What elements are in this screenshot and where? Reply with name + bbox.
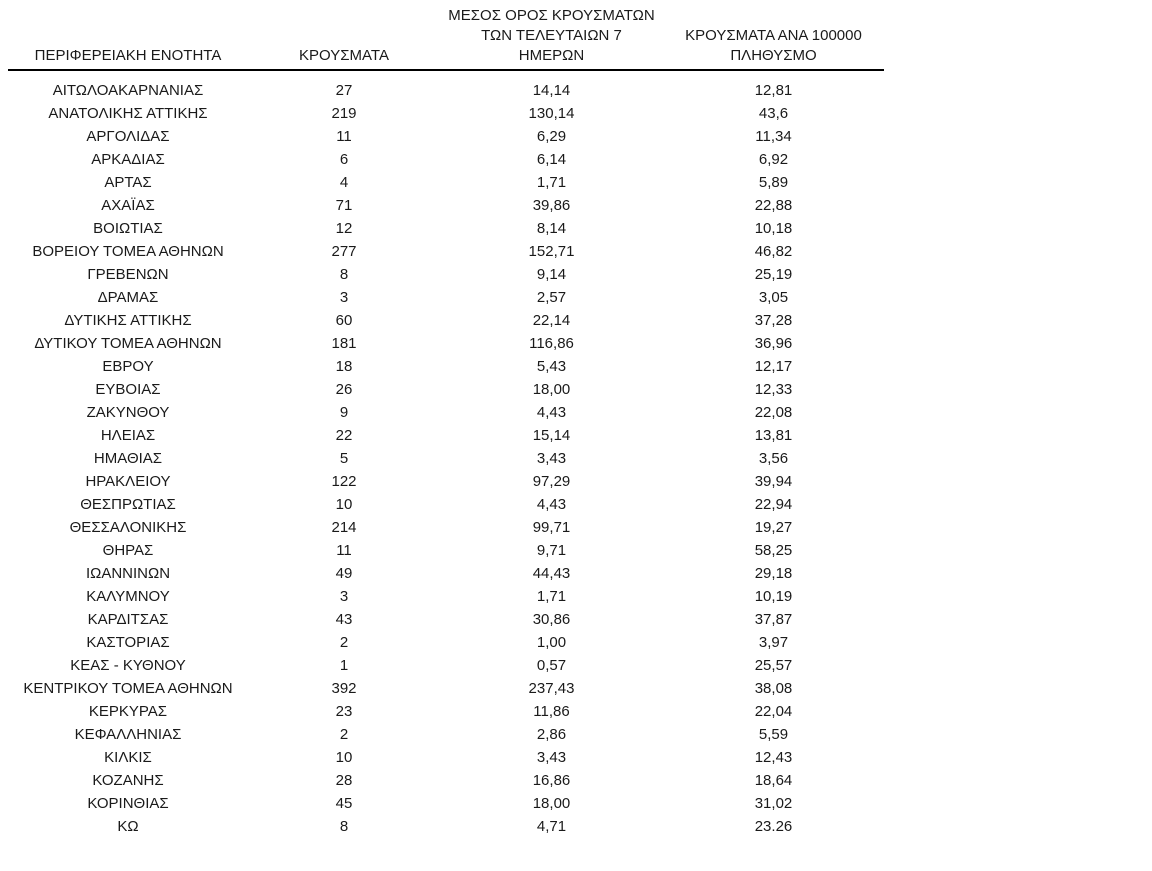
avg7-cell: 18,00: [532, 795, 571, 812]
per100k-cell: 22,88: [754, 197, 793, 214]
region-cell: ΚΟΖΑΝΗΣ: [92, 772, 164, 789]
cases-cell: 392: [331, 680, 357, 697]
avg7-cell: 6,14: [536, 151, 567, 168]
cases-cell: 4: [339, 174, 349, 191]
region-cell: ΗΛΕΙΑΣ: [100, 427, 156, 444]
table-row: [8, 102, 884, 125]
header-cases-label: ΚΡΟΥΣΜΑΤΑ: [299, 47, 389, 64]
per100k-cell: 18,64: [754, 772, 793, 789]
avg7-cell: 116,86: [529, 335, 574, 352]
header-region: [8, 6, 248, 70]
avg7-cell: 4,43: [536, 404, 567, 421]
per100k-cell: 46,82: [754, 243, 793, 260]
region-cell: ΑΝΑΤΟΛΙΚΗΣ ΑΤΤΙΚΗΣ: [48, 105, 208, 122]
table-row: [8, 286, 884, 309]
cases-cell: 45: [335, 795, 353, 812]
region-cell: ΚΕΦΑΛΛΗΝΙΑΣ: [74, 726, 182, 743]
table-row: [8, 539, 884, 562]
per100k-cell: 37,28: [754, 312, 793, 329]
table-row: [8, 424, 884, 447]
per100k-cell: 12,43: [754, 749, 793, 766]
per100k-cell: 3,97: [758, 634, 789, 651]
header-avg7: [440, 6, 663, 70]
avg7-cell: 152,71: [528, 243, 575, 260]
region-cell: ΘΕΣΣΑΛΟΝΙΚΗΣ: [69, 519, 187, 536]
cases-cell: 22: [335, 427, 353, 444]
avg7-cell: 1,71: [536, 588, 567, 605]
cases-cell: 6: [339, 151, 349, 168]
cases-cell: 5: [339, 450, 349, 467]
cases-cell: 10: [335, 496, 353, 513]
cases-cell: 8: [339, 266, 349, 283]
table-row: [8, 378, 884, 401]
cases-cell: 1: [339, 657, 349, 674]
table-row: [8, 608, 884, 631]
avg7-cell: 130,14: [528, 105, 575, 122]
per100k-cell: 58,25: [754, 542, 793, 559]
table-row: [8, 355, 884, 378]
per100k-cell: 10,19: [754, 588, 793, 605]
region-cell: ΚΑΣΤΟΡΙΑΣ: [86, 634, 170, 651]
table-row: [8, 401, 884, 424]
table-row: [8, 240, 884, 263]
table-row: [8, 562, 884, 585]
per100k-cell: 12,81: [754, 82, 793, 99]
region-cell: ΓΡΕΒΕΝΩΝ: [87, 266, 169, 283]
per100k-cell: 12,33: [754, 381, 793, 398]
header-region-label: ΠΕΡΙΦΕΡΕΙΑΚΗ ΕΝΟΤΗΤΑ: [34, 47, 222, 64]
region-cell: ΚΑΡΔΙΤΣΑΣ: [87, 611, 169, 628]
cases-cell: 181: [331, 335, 357, 352]
avg7-cell: 16,86: [532, 772, 571, 789]
cases-cell: 28: [335, 772, 353, 789]
region-cell: ΔΡΑΜΑΣ: [97, 289, 159, 306]
region-cell: ΑΡΚΑΔΙΑΣ: [91, 151, 165, 168]
avg7-cell: 2,86: [536, 726, 567, 743]
table-row: [8, 631, 884, 654]
avg7-cell: 237,43: [528, 680, 575, 697]
region-cell: ΒΟΡΕΙΟΥ ΤΟΜΕΑ ΑΘΗΝΩΝ: [32, 243, 224, 260]
avg7-cell: 6,29: [536, 128, 567, 145]
avg7-cell: 9,14: [536, 266, 567, 283]
avg7-cell: 3,43: [536, 450, 567, 467]
region-cell: ΚΩ: [117, 818, 139, 835]
per100k-cell: 5,59: [758, 726, 789, 743]
table-row: [8, 746, 884, 769]
cases-cell: 23: [335, 703, 353, 720]
per100k-cell: 3,05: [758, 289, 789, 306]
region-cell: ΚΑΛΥΜΝΟΥ: [86, 588, 170, 605]
avg7-cell: 9,71: [536, 542, 567, 559]
cases-cell: 12: [335, 220, 353, 237]
table-header: [8, 6, 884, 70]
region-cell: ΔΥΤΙΚΟΥ ΤΟΜΕΑ ΑΘΗΝΩΝ: [34, 335, 222, 352]
header-cases: [248, 6, 440, 70]
header-per100k: [663, 6, 884, 70]
cases-cell: 27: [335, 82, 353, 99]
table-row: [8, 194, 884, 217]
per100k-cell: 5,89: [758, 174, 789, 191]
cases-cell: 26: [335, 381, 353, 398]
region-cell: ΚΕΡΚΥΡΑΣ: [88, 703, 168, 720]
table-row: [8, 493, 884, 516]
table-row: [8, 171, 884, 194]
per100k-cell: 43,6: [758, 105, 789, 122]
per100k-cell: 10,18: [754, 220, 793, 237]
region-cell: ΑΙΤΩΛΟΑΚΑΡΝΑΝΙΑΣ: [52, 82, 204, 99]
region-cell: ΔΥΤΙΚΗΣ ΑΤΤΙΚΗΣ: [64, 312, 192, 329]
avg7-cell: 44,43: [532, 565, 571, 582]
avg7-cell: 99,71: [532, 519, 571, 536]
avg7-cell: 30,86: [532, 611, 571, 628]
cases-cell: 60: [335, 312, 353, 329]
table-row: [8, 723, 884, 746]
cases-cell: 219: [331, 105, 357, 122]
per100k-cell: 29,18: [754, 565, 793, 582]
per100k-cell: 39,94: [754, 473, 793, 490]
region-cell: ΘΕΣΠΡΩΤΙΑΣ: [80, 496, 176, 513]
region-cell: ΕΥΒΟΙΑΣ: [95, 381, 161, 398]
cases-cell: 2: [339, 634, 349, 651]
per100k-cell: 25,19: [754, 266, 793, 283]
per100k-cell: 31,02: [754, 795, 793, 812]
region-cell: ΑΧΑΪΑΣ: [101, 197, 155, 214]
table-row: [8, 470, 884, 493]
table-row: [8, 654, 884, 677]
cases-cell: 214: [331, 519, 357, 536]
per100k-cell: 36,96: [754, 335, 793, 352]
region-cell: ΚΕΝΤΡΙΚΟΥ ΤΟΜΕΑ ΑΘΗΝΩΝ: [23, 680, 233, 697]
per100k-cell: 12,17: [754, 358, 793, 375]
per100k-cell: 22,94: [754, 496, 793, 513]
per100k-cell: 22,04: [754, 703, 793, 720]
per100k-cell: 37,87: [754, 611, 793, 628]
table-row: [8, 309, 884, 332]
region-cell: ΕΒΡΟΥ: [102, 358, 154, 375]
avg7-cell: 15,14: [532, 427, 571, 444]
region-cell: ΚΙΛΚΙΣ: [104, 749, 152, 766]
cases-cell: 71: [335, 197, 353, 214]
header-avg7-line2: ΤΩΝ ΤΕΛΕΥΤΑΙΩΝ 7: [481, 27, 622, 44]
avg7-cell: 0,57: [536, 657, 567, 674]
cases-cell: 18: [335, 358, 353, 375]
per100k-cell: 23.26: [754, 818, 793, 835]
table-row: [8, 769, 884, 792]
region-cell: ΖΑΚΥΝΘΟΥ: [86, 404, 170, 421]
table-row: [8, 447, 884, 470]
per100k-cell: 11,34: [755, 128, 792, 145]
cases-cell: 49: [335, 565, 353, 582]
region-cell: ΚΕΑΣ - ΚΥΘΝΟΥ: [70, 657, 186, 674]
avg7-cell: 3,43: [536, 749, 567, 766]
cases-cell: 122: [331, 473, 357, 490]
avg7-cell: 18,00: [532, 381, 571, 398]
cases-cell: 3: [339, 289, 349, 306]
per100k-cell: 3,56: [758, 450, 789, 467]
table-row: [8, 70, 884, 102]
table-row: [8, 815, 884, 838]
region-cell: ΚΟΡΙΝΘΙΑΣ: [87, 795, 169, 812]
table-row: [8, 677, 884, 700]
per100k-cell: 22,08: [754, 404, 793, 421]
table-row: [8, 516, 884, 539]
header-per100k-line2: ΠΛΗΘΥΣΜΟ: [730, 47, 817, 64]
avg7-cell: 97,29: [532, 473, 571, 490]
avg7-cell: 4,43: [536, 496, 567, 513]
table-row: [8, 217, 884, 240]
cases-cell: 9: [339, 404, 349, 421]
region-cell: ΘΗΡΑΣ: [102, 542, 154, 559]
cases-cell: 43: [335, 611, 353, 628]
regional-cases-table: [8, 6, 884, 838]
avg7-cell: 14,14: [532, 82, 571, 99]
cases-cell: 8: [339, 818, 349, 835]
cases-cell: 11: [336, 542, 352, 559]
avg7-cell: 22,14: [532, 312, 571, 329]
per100k-cell: 19,27: [754, 519, 793, 536]
region-cell: ΙΩΑΝΝΙΝΩΝ: [85, 565, 171, 582]
per100k-cell: 13,81: [754, 427, 793, 444]
avg7-cell: 5,43: [536, 358, 567, 375]
region-cell: ΗΜΑΘΙΑΣ: [93, 450, 163, 467]
table-row: [8, 792, 884, 815]
cases-cell: 10: [335, 749, 353, 766]
per100k-cell: 6,92: [758, 151, 789, 168]
per100k-cell: 25,57: [754, 657, 793, 674]
cases-cell: 3: [339, 588, 349, 605]
table-row: [8, 700, 884, 723]
cases-cell: 277: [331, 243, 357, 260]
table-row: [8, 263, 884, 286]
header-per100k-line1: ΚΡΟΥΣΜΑΤΑ ΑΝΑ 100000: [685, 27, 862, 44]
cases-cell: 2: [339, 726, 349, 743]
header-avg7-line3: ΗΜΕΡΩΝ: [518, 47, 585, 64]
region-cell: ΗΡΑΚΛΕΙΟΥ: [85, 473, 171, 490]
table-body: [8, 70, 884, 838]
table-row: [8, 585, 884, 608]
header-avg7-line1: ΜΕΣΟΣ ΟΡΟΣ ΚΡΟΥΣΜΑΤΩΝ: [448, 7, 655, 24]
avg7-cell: 39,86: [532, 197, 571, 214]
table-row: [8, 148, 884, 171]
region-cell: ΑΡΤΑΣ: [104, 174, 152, 191]
avg7-cell: 4,71: [536, 818, 567, 835]
region-cell: ΒΟΙΩΤΙΑΣ: [93, 220, 163, 237]
cases-cell: 11: [336, 128, 352, 145]
avg7-cell: 1,71: [536, 174, 567, 191]
per100k-cell: 38,08: [754, 680, 793, 697]
avg7-cell: 2,57: [536, 289, 567, 306]
avg7-cell: 8,14: [536, 220, 567, 237]
avg7-cell: 11,86: [533, 703, 570, 720]
region-cell: ΑΡΓΟΛΙΔΑΣ: [86, 128, 170, 145]
table-row: [8, 332, 884, 355]
avg7-cell: 1,00: [536, 634, 567, 651]
table-row: [8, 125, 884, 148]
